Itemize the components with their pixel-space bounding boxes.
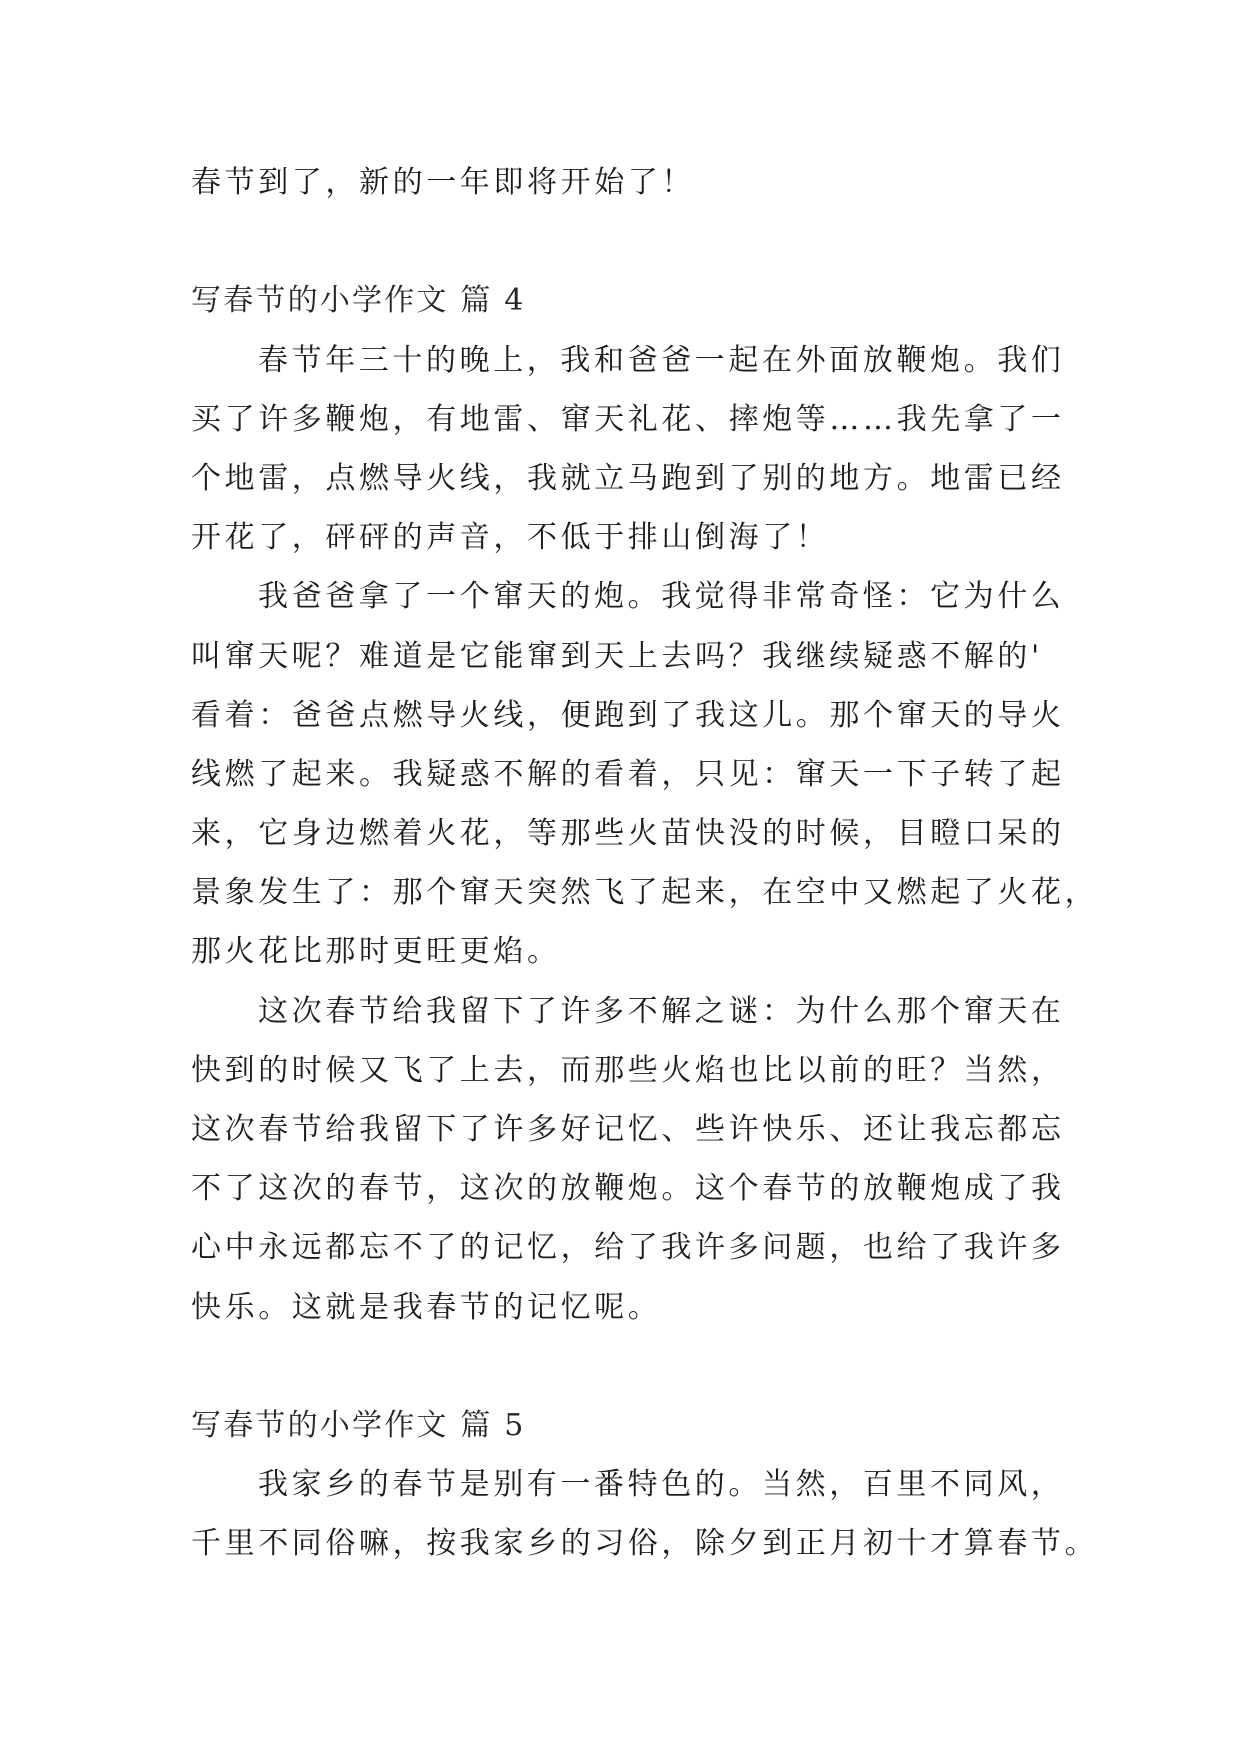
paragraph [191, 567, 1151, 981]
section-heading: 写春节的小学作文 篇 5 [191, 1407, 526, 1443]
paragraph-line: 景象发生了：那个窜天突然飞了起来，在空中又燃起了火花， [191, 875, 1099, 911]
paragraph-line: 快乐。这就是我春节的记忆呢。 [191, 1289, 662, 1325]
paragraph-line: 心中永远都忘不了的记忆，给了我许多问题，也给了我许多 [191, 1230, 1065, 1266]
paragraph-line: 看着：爸爸点燃导火线，便跑到了我这儿。那个窜天的导火 [191, 697, 1065, 733]
spacer [191, 212, 1151, 271]
paragraph-line: 那火花比那时更旺更焰。 [191, 934, 561, 970]
paragraph-line: 叫窜天呢？难道是它能窜到天上去吗？我继续疑惑不解的' [191, 638, 1043, 674]
section-heading: 写春节的小学作文 篇 4 [191, 283, 526, 319]
paragraph-line: 千里不同俗嘛，按我家乡的习俗，除夕到正月初十才算春节。 [191, 1526, 1099, 1562]
spacer [191, 1337, 1151, 1396]
paragraph-line: 这次春节给我留下了许多不解之谜：为什么那个窜天在 [258, 993, 1065, 1029]
paragraph-line: 这次春节给我留下了许多好记忆、些许快乐、还让我忘都忘 [191, 1112, 1065, 1147]
paragraph-line: 个地雷，点燃导火线，我就立马跑到了别的地方。地雷已经 [191, 460, 1065, 496]
paragraph [191, 331, 1151, 568]
paragraph-line: 春节年三十的晚上，我和爸爸一起在外面放鞭炮。我们 [258, 342, 1065, 378]
paragraph [191, 982, 1151, 1337]
document-page [191, 153, 1151, 1574]
paragraph-line: 线燃了起来。我疑惑不解的看着，只见：窜天一下子转了起 [191, 756, 1065, 792]
paragraph-line: 来，它身边燃着火花，等那些火苗快没的时候，目瞪口呆的 [191, 816, 1065, 852]
paragraph-line: 我爸爸拿了一个窜天的炮。我觉得非常奇怪：它为什么 [258, 579, 1065, 615]
paragraph-line: 开花了，砰砰的声音，不低于排山倒海了！ [191, 520, 830, 556]
paragraph-line: 买了许多鞭炮，有地雷、窜天礼花、摔炮等……我先拿了一 [191, 401, 1065, 437]
paragraph-line: 我家乡的春节是别有一番特色的。当然，百里不同风， [258, 1467, 1065, 1503]
intro-line: 春节到了，新的一年即将开始了！ [191, 165, 695, 200]
paragraph-line: 快到的时候又飞了上去，而那些火焰也比以前的旺？当然， [191, 1052, 1065, 1088]
paragraph-line: 不了这次的春节，这次的放鞭炮。这个春节的放鞭炮成了我 [191, 1171, 1065, 1207]
paragraph [191, 1455, 1151, 1573]
